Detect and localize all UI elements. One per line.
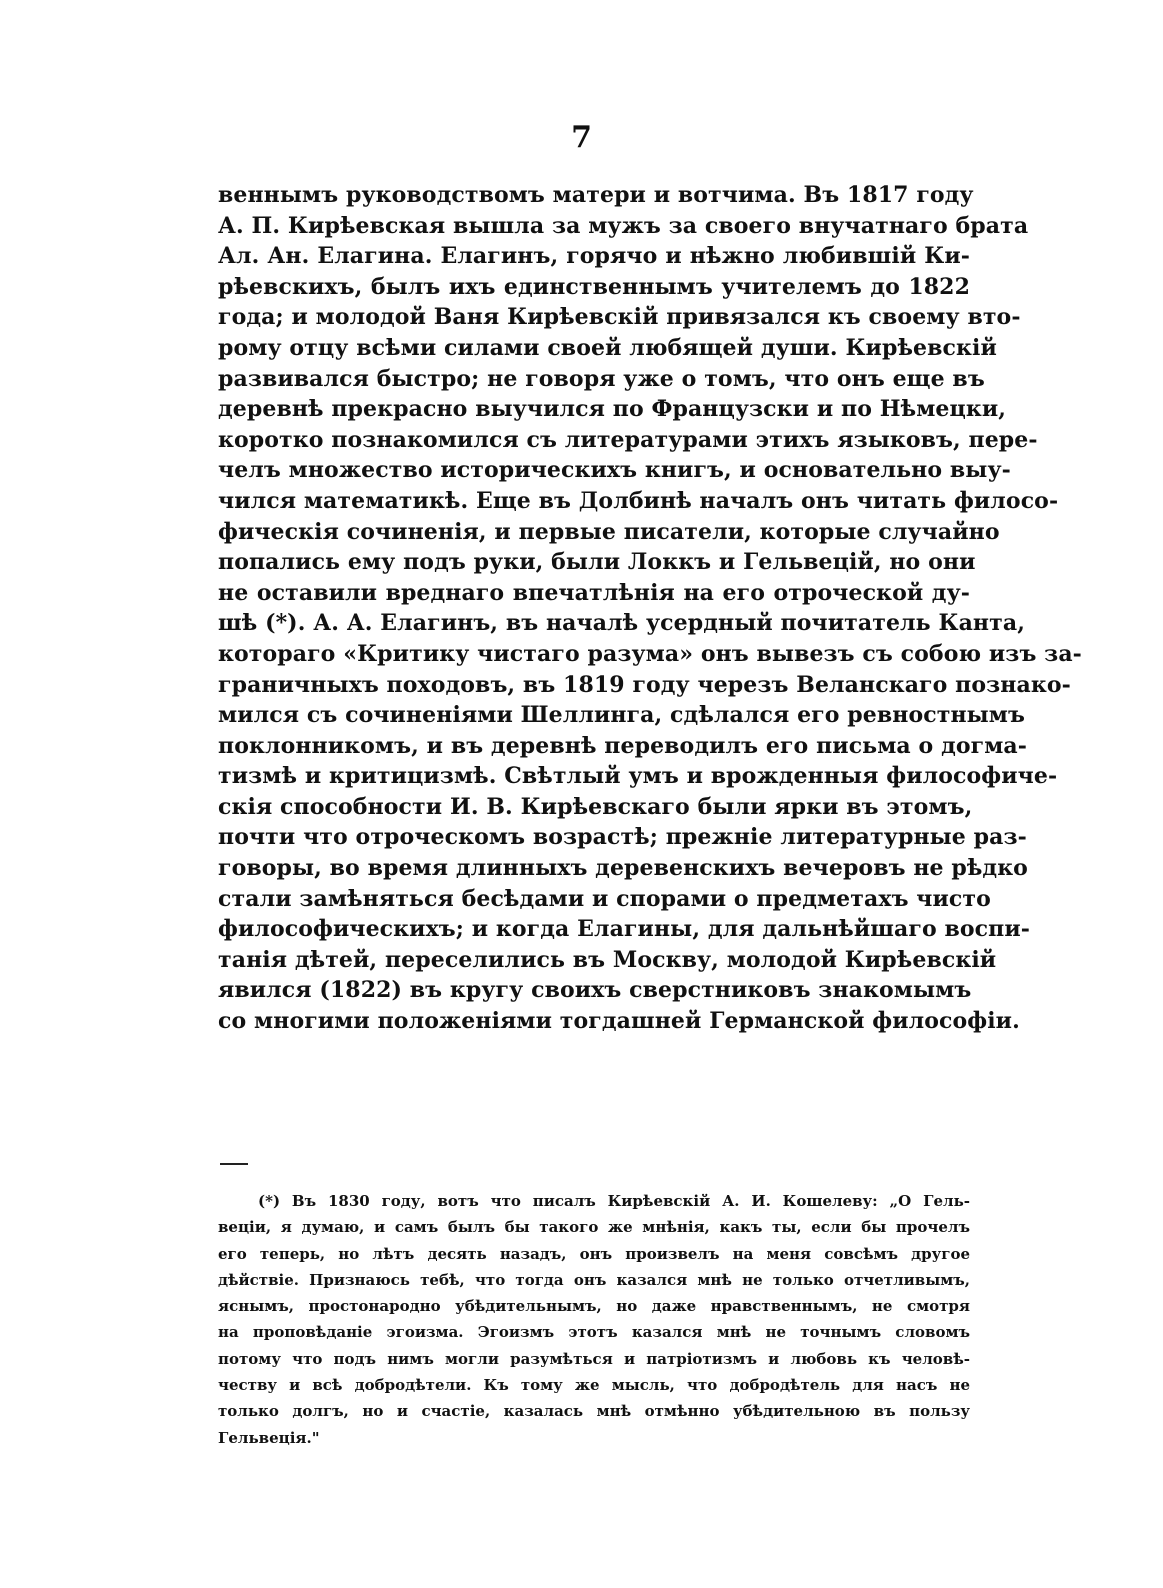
footnote-line: честву и всѣ добродѣтели. Къ тому же мысль, что добродѣтель для насъ не [218,1376,970,1395]
text-line: со многими положеніями тогдашней Германской философіи. [218,1008,1020,1035]
footnote-separator [220,1163,248,1165]
text-line: Ал. Ан. Елагина. Елагинъ, горячо и нѣжно любившій Ки- [218,243,970,270]
text-line: скія способности И. В. Кирѣевскаго были ярки въ этомъ, [218,793,973,820]
text-line: деревнѣ прекрасно выучился по Французски и по Нѣмецки, [218,396,1007,423]
footnote-line: на проповѣданіе эгоизма. Эгоизмъ этотъ казался мнѣ не точнымъ словомъ [218,1323,970,1342]
text-line: коротко познакомился съ литературами этихъ языковъ, пере- [218,426,1038,453]
text-line: веннымъ руководствомъ матери и вотчима. Въ 1817 году [218,182,974,208]
text-line: поклонникомъ, и въ деревнѣ переводилъ его письма о догма- [218,732,1027,759]
main-text [218,180,1082,1037]
text-line: рѣевскихъ, былъ ихъ единственнымъ учителемъ до 1822 [218,273,970,300]
text-line: танія дѣтей, переселились въ Москву, молодой Кирѣевскій [218,946,997,973]
text-line: тизмѣ и критицизмѣ. Свѣтлый умъ и врожденныя философичe- [218,763,1058,790]
footnote-line: дѣйствіе. Признаюсь тебѣ, что тогда онъ казался мнѣ не только отчетливымъ, [218,1270,970,1289]
text-line: стали замѣняться бесѣдами и спорами о предметахъ чисто [218,885,991,912]
text-line: шѣ (*). А. А. Елагинъ, въ началѣ усердный почитатель Канта, [218,610,1025,637]
text-line: попались ему подъ руки, были Локкъ и Гельвецій, но они [218,549,976,576]
text-line: мился съ сочиненіями Шеллинга, сдѣлался его ревностнымъ [218,702,1025,729]
text-line: почти что отроческомъ возрастѣ; прежніе литературные раз- [218,824,1027,851]
footnote-line: веціи, я думаю, и самъ былъ бы такого же мнѣнія, какъ ты, если бы прочелъ [218,1218,970,1237]
text-line: философическихъ; и когда Елагины, для дальнѣйшаго воспи- [218,916,1031,943]
text-line: челъ множество историческихъ книгъ, и основательно выу- [218,457,1011,484]
text-line: не оставили вреднаго впечатлѣнія на его отроческой ду- [218,579,970,606]
page-number: 7 [571,120,592,155]
footnote-line: Гельвеція." [218,1428,320,1447]
footnote-line: его теперь, но лѣтъ десять назадъ, онъ произвелъ на меня совсѣмъ другое [218,1244,970,1263]
footnote-line: яснымъ, простонародно убѣдительнымъ, но даже нравственнымъ, не смотря [218,1297,970,1316]
text-line: рому отцу всѣми силами своей любящей души. Кирѣевскій [218,334,997,361]
footnote [218,1188,970,1451]
text-line: А. П. Кирѣевская вышла за мужъ за своего внучатнаго брата [218,212,1029,239]
text-line: говоры, во время длинныхъ деревенскихъ вечеровъ не рѣдко [218,855,1028,882]
text-line: года; и молодой Ваня Кирѣевскій привязался къ своему вто- [218,304,1021,331]
footnote-line: (*) Въ 1830 году, вотъ что писалъ Кирѣевскій А. И. Кошелеву: „О Гель- [258,1192,970,1210]
text-line: чился математикѣ. Еще въ Долбинѣ началъ онъ читать филосо- [218,487,1059,514]
footnote-line: только долгъ, но и счастіе, казалась мнѣ отмѣнно убѣдительною въ пользу [218,1402,970,1421]
text-line: явился (1822) въ кругу своихъ сверстниковъ знакомымъ [218,977,972,1004]
footnote-line: потому что подъ нимъ могли разумѣться и патріотизмъ и любовь къ человѣ- [218,1349,970,1368]
text-line: граничныхъ походовъ, въ 1819 году черезъ Веланскаго познако- [218,671,1071,698]
text-line: котораго «Критику чистаго разума» онъ вывезъ съ собою изъ за- [218,640,1082,667]
text-line: фическія сочиненія, и первые писатели, которые случайно [218,518,1000,545]
text-line: развивался быстро; не говоря уже о томъ, что онъ еще въ [218,365,985,392]
